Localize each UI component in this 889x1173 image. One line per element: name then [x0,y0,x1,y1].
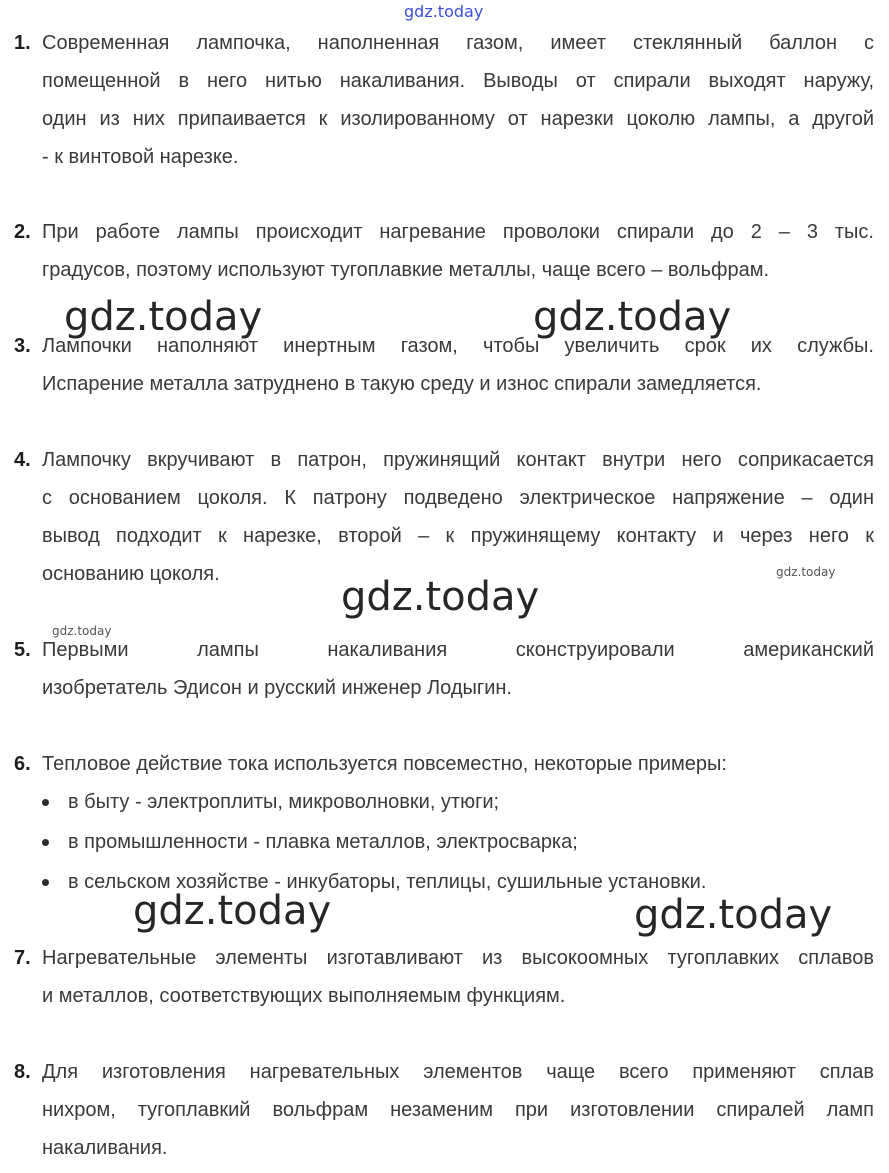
item-line: Тепловое действие тока используется повсеместно, некоторые примеры: [42,753,727,775]
item-line: изобретатель Эдисон и русский инженер Лодыгин. [42,677,512,699]
item-line: помещенной в него нитью накаливания. Выводы от спирали выходят наружу, [42,70,874,92]
item-line: вывод подходит к нарезке, второй – к пружинящему контакту и через него к [42,525,874,547]
item-line: нихром, тугоплавкий вольфрам незаменим при изготовлении спиралей ламп [42,1099,874,1121]
item-line: Современная лампочка, наполненная газом, имеет стеклянный баллон с [42,32,874,54]
watermark: gdz.today [533,294,732,340]
answer-item-3 [14,327,874,403]
item-line: и металлов, соответствующих выполняемым функциям. [42,985,566,1007]
list-item-text: в быту - электроплиты, микроволновки, утюги; [68,791,500,813]
answer-item-4 [14,441,874,593]
answer-item-6 [14,745,874,903]
item-line: один из них припаивается к изолированному от нарезки цоколю лампы, а другой [42,108,874,130]
item-line: При работе лампы происходит нагревание проволоки спирали до 2 – 3 тыс. [42,221,874,243]
list-item [42,783,874,823]
watermark-small: gdz.today [776,565,836,579]
list-item [42,823,874,863]
item-number: 5. [14,639,31,661]
item-number: 6. [14,753,31,775]
item-line: Первыми лампы накаливания сконструировали американский [42,639,874,661]
item-line: с основанием цоколя. К патрону подведено электрическое напряжение – один [42,487,874,509]
item-line: Лампочки наполняют инертным газом, чтобы увеличить срок их службы. [42,335,874,357]
list-item-text: в промышленности - плавка металлов, электросварка; [68,831,578,853]
item-number: 2. [14,221,31,243]
item-number: 4. [14,449,31,471]
watermark-small: gdz.today [52,624,112,638]
item-line: - к винтовой нарезке. [42,146,239,168]
answer-item-1 [14,24,874,176]
item-line: накаливания. [42,1137,168,1159]
watermark: gdz.today [64,294,263,340]
item-line: Лампочку вкручивают в патрон, пружинящий контакт внутри него соприкасается [42,449,874,471]
item-line: Для изготовления нагревательных элементов чаще всего применяют сплав [42,1061,874,1083]
bullet-icon [42,799,49,806]
watermark-top: gdz.today [404,2,484,21]
watermark: gdz.today [634,892,833,938]
watermark: gdz.today [341,574,540,620]
item-line: градусов, поэтому используют тугоплавкие металлы, чаще всего – вольфрам. [42,259,770,281]
item-number: 8. [14,1061,31,1083]
bullet-icon [42,839,49,846]
answer-item-8 [14,1053,874,1167]
list-item-text: в сельском хозяйстве - инкубаторы, теплицы, сушильные установки. [68,871,707,893]
answer-item-5 [14,631,874,707]
item-number: 7. [14,947,31,969]
answer-item-7 [14,939,874,1015]
list-item [42,863,874,903]
item-line: основанию цоколя. [42,563,220,585]
item-number: 1. [14,32,31,54]
watermark: gdz.today [133,888,332,934]
answer-item-2 [14,213,874,289]
bullet-icon [42,879,49,886]
item-number: 3. [14,335,31,357]
item-line: Нагревательные элементы изготавливают из высокоомных тугоплавких сплавов [42,947,874,969]
item-line: Испарение металла затруднено в такую среду и износ спирали замедляется. [42,373,762,395]
